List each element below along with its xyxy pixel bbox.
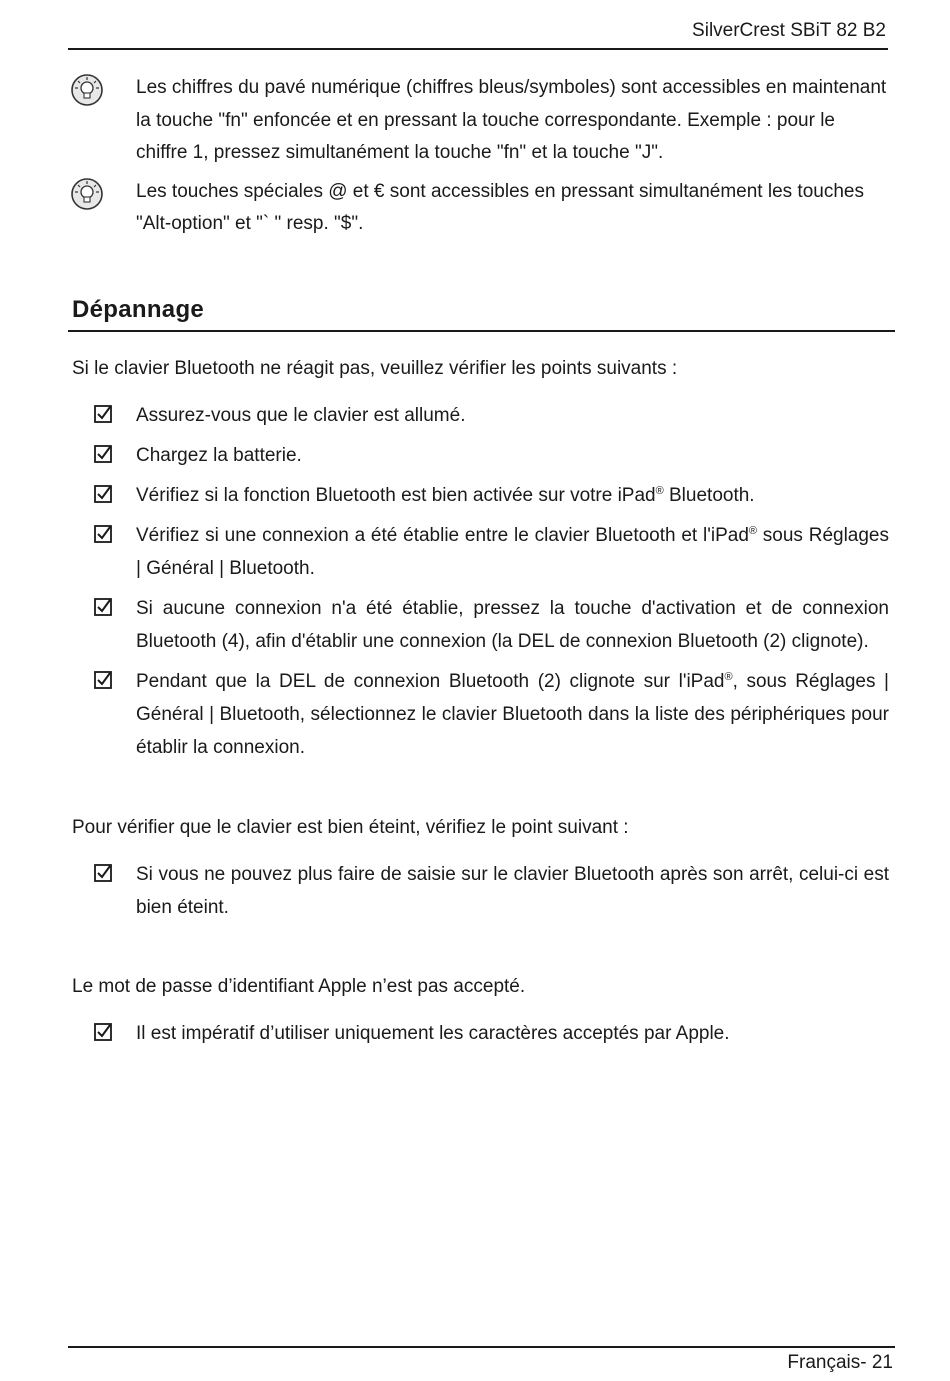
tips-block bbox=[70, 72, 890, 247]
checklist-item bbox=[94, 858, 889, 924]
checklist-item bbox=[94, 665, 889, 764]
checklist-text: Vérifiez si la fonction Bluetooth est bien activée sur votre iPad bbox=[136, 485, 656, 506]
intro-paragraph: Le mot de passe d’identifiant Apple n’est pas accepté. bbox=[72, 976, 526, 997]
checklist-text: Si vous ne pouvez plus faire de saisie sur le clavier Bluetooth après son arrêt, celui-ci est bien éteint. bbox=[136, 864, 889, 918]
checklist-text: Chargez la batterie. bbox=[136, 445, 302, 466]
page-number: Français- 21 bbox=[787, 1352, 893, 1373]
checkbox-checked-icon bbox=[94, 598, 112, 616]
checkbox-checked-icon bbox=[94, 525, 112, 543]
section-divider bbox=[68, 330, 895, 332]
checklist-item bbox=[94, 399, 889, 432]
registered-mark: ® bbox=[655, 485, 664, 497]
checklist-item bbox=[94, 479, 889, 512]
checklist-item bbox=[94, 592, 889, 658]
tip-item bbox=[70, 176, 890, 241]
checklist-text-tail: sous Réglages | Général | Bluetooth. bbox=[136, 525, 889, 579]
header-title: SilverCrest SBiT 82 B2 bbox=[692, 20, 886, 41]
checkbox-checked-icon bbox=[94, 864, 112, 882]
checklist-power-off bbox=[94, 858, 889, 931]
checklist-text-tail: Bluetooth. bbox=[663, 485, 755, 506]
checklist-text: Il est impératif d’utiliser uniquement les caractères acceptés par Apple. bbox=[136, 1023, 730, 1044]
checkbox-checked-icon bbox=[94, 671, 112, 689]
checklist-apple-id bbox=[94, 1017, 889, 1057]
tip-text: Les chiffres du pavé numérique (chiffres bleus/symboles) sont accessibles en maintenant la touche "fn" enfoncée et en pressant la touche correspondante. Exemple : pour le chiffre 1, pressez simultanément la touche "fn" et la touche "J". bbox=[136, 77, 887, 163]
tip-item bbox=[70, 72, 890, 170]
intro-paragraph: Pour vérifier que le clavier est bien éteint, vérifiez le point suivant : bbox=[72, 817, 629, 838]
lightbulb-icon bbox=[70, 177, 104, 211]
checklist-text: Si aucune connexion n'a été établie, pressez la touche d'activation et de connexion Bluetooth (4), afin d'établir une connexion (la DEL de connexion Bluetooth (2) clignote). bbox=[136, 598, 889, 652]
tip-text: Les touches spéciales @ et € sont accessibles en pressant simultanément les touches "Alt-option" et "` " resp. "$". bbox=[136, 180, 864, 234]
checkbox-checked-icon bbox=[94, 445, 112, 463]
checklist-bluetooth bbox=[94, 399, 889, 771]
checklist-text: Vérifiez si une connexion a été établie entre le clavier Bluetooth et l'iPad bbox=[136, 525, 749, 546]
footer-divider bbox=[68, 1346, 895, 1348]
registered-mark: ® bbox=[748, 525, 757, 537]
checkbox-checked-icon bbox=[94, 485, 112, 503]
lightbulb-icon bbox=[70, 73, 104, 107]
checkbox-checked-icon bbox=[94, 405, 112, 423]
intro-paragraph: Si le clavier Bluetooth ne réagit pas, veuillez vérifier les points suivants : bbox=[72, 358, 678, 379]
checklist-text-tail: , sous Réglages | Général | Bluetooth, sélectionnez le clavier Bluetooth dans la liste des périphériques pour établir la connexion. bbox=[136, 671, 889, 758]
checkbox-checked-icon bbox=[94, 1023, 112, 1041]
checklist-text: Pendant que la DEL de connexion Bluetooth (2) clignote sur l'iPad bbox=[136, 671, 725, 692]
checklist-item bbox=[94, 439, 889, 472]
section-heading: Dépannage bbox=[72, 296, 205, 323]
registered-mark: ® bbox=[724, 671, 733, 683]
checklist-text: Assurez-vous que le clavier est allumé. bbox=[136, 405, 466, 426]
page-header bbox=[68, 20, 888, 50]
checklist-item bbox=[94, 1017, 889, 1050]
checklist-item bbox=[94, 519, 889, 585]
